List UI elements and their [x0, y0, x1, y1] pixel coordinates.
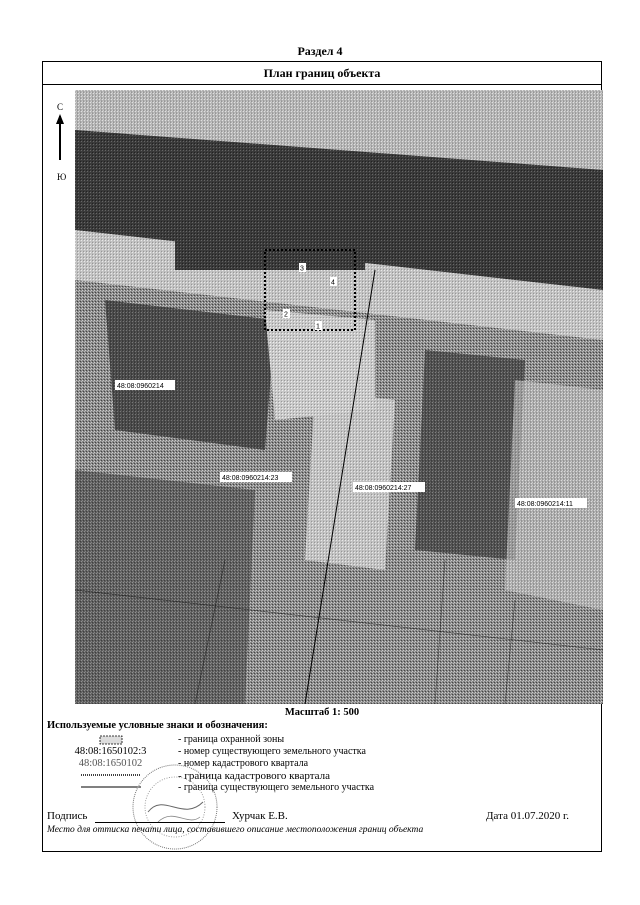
boundary-point-label: 3: [300, 265, 304, 273]
section-heading: Раздел 4: [297, 44, 343, 58]
parcel-label-text: 48:08:0960214:27: [355, 485, 412, 492]
compass-south-letter: Ю: [57, 172, 67, 182]
legend-symbol-quarter-number: 48:08:1650102: [78, 758, 143, 769]
parcel-label: [353, 482, 425, 492]
legend-row: [43, 770, 563, 782]
legend-row: [43, 734, 563, 746]
compass-rose: [51, 102, 71, 252]
legend-title: Используемые условные знаки и обозначения:: [47, 720, 268, 731]
legend-symbol-parcel-number: 48:08:1650102:3: [74, 746, 147, 757]
boundary-point-label: 2: [284, 311, 288, 319]
compass-north-letter: С: [57, 102, 64, 112]
parcel-label-text: 48:08:0960214:11: [517, 501, 573, 508]
signer-name: Хурчак Е.В.: [232, 810, 288, 822]
signature-row: [47, 810, 597, 824]
legend-description: - граница существующего земельного участка: [178, 782, 375, 793]
map-scale: Масштаб 1: 500: [284, 707, 360, 718]
north-arrow-icon: [51, 114, 71, 164]
legend-row: [43, 782, 563, 794]
legend-description: - граница кадастрового квартала: [178, 770, 330, 782]
boundary-point-label: 4: [331, 279, 335, 287]
boundary-point: [315, 321, 322, 331]
legend-description: - номер кадастрового квартала: [178, 758, 309, 769]
parcel-label-text: 48:08:0960214:23: [222, 475, 279, 482]
signature-line: [95, 822, 225, 823]
document-frame: [42, 61, 602, 852]
plan-title: План границ объекта: [43, 62, 601, 85]
boundary-point: [330, 277, 337, 287]
stamp-seal-icon: [128, 762, 223, 852]
boundary-point-label: 1: [316, 323, 320, 331]
parcel-label: [220, 472, 292, 482]
signature-label: Подпись: [47, 810, 88, 822]
aerial-map[interactable]: [75, 90, 603, 704]
parcel-label: [115, 380, 175, 390]
parcel-label-text: 48:08:0960214: [117, 383, 164, 390]
legend-description: - граница охранной зоны: [178, 734, 285, 745]
legend-row: [43, 758, 563, 770]
parcel-label: [515, 498, 587, 508]
signature-date: Дата 01.07.2020 г.: [486, 810, 569, 822]
map-canvas: [75, 90, 603, 704]
legend-row: [43, 746, 563, 758]
boundary-point: [299, 263, 306, 273]
stamp-place-note: Место для оттиска печати лица, составившего описание местоположения границ объекта: [47, 825, 424, 835]
legend-symbol-protection-zone: [53, 734, 168, 746]
boundary-point: [283, 309, 290, 319]
legend-description: - номер существующего земельного участка: [178, 746, 366, 757]
